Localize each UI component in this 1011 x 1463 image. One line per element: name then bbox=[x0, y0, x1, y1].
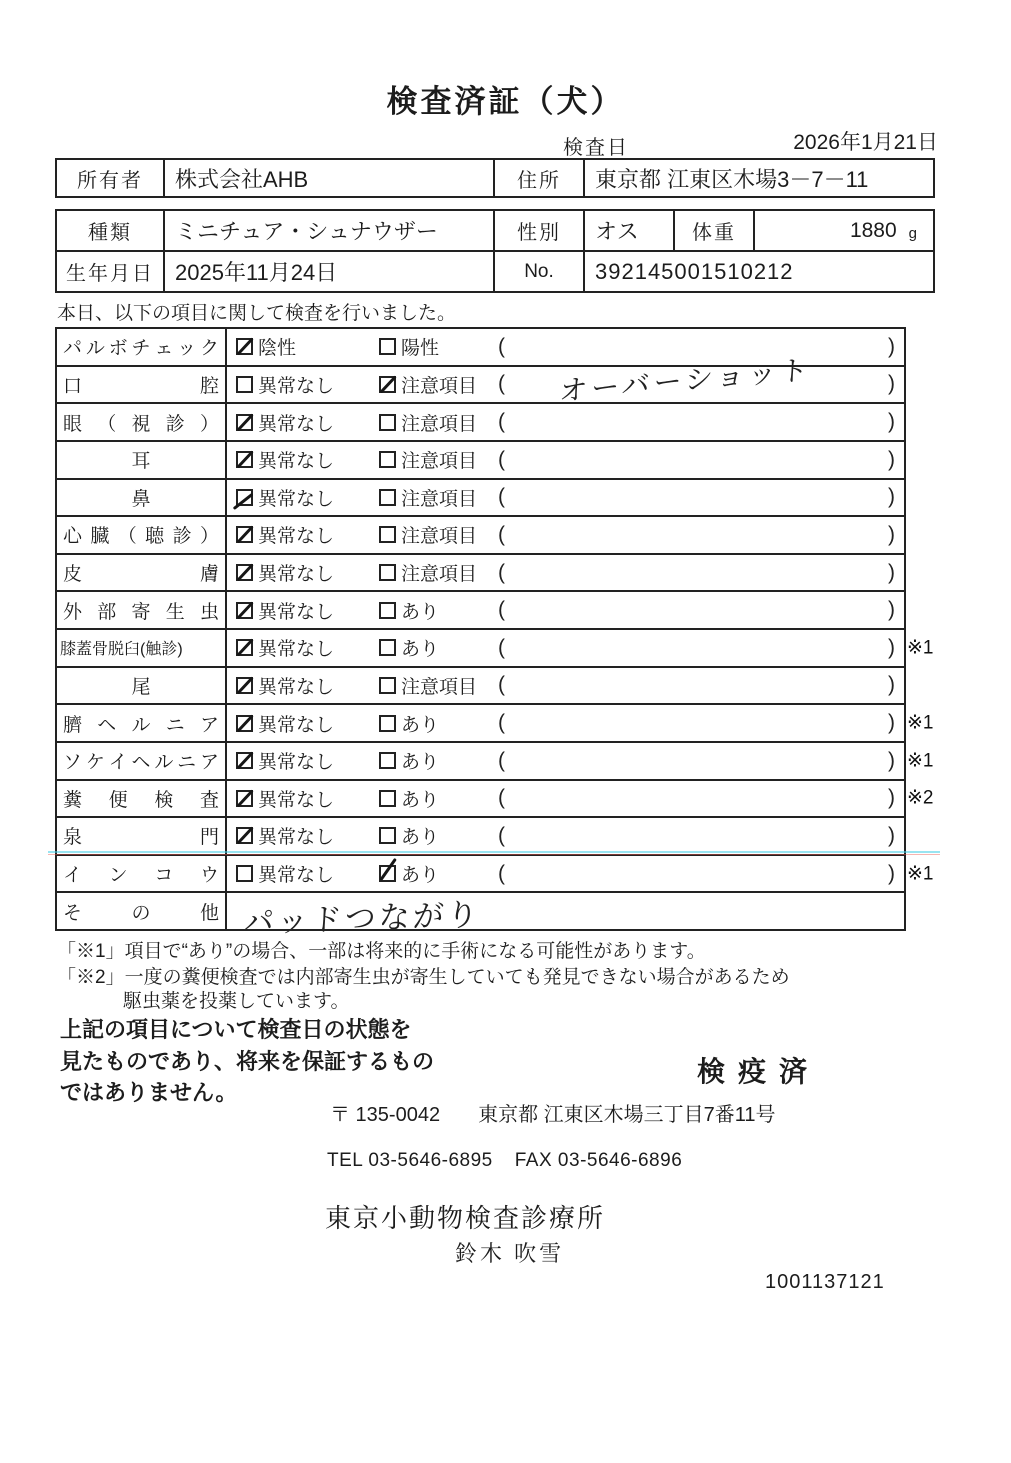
item-label-char: の bbox=[131, 902, 151, 924]
checkbox-option1-checked bbox=[236, 564, 253, 581]
item-result-area bbox=[227, 404, 904, 440]
item-label-char: 眼 bbox=[63, 413, 83, 435]
item-label-char: そ bbox=[63, 902, 83, 924]
handwritten-note: パッドつながり bbox=[241, 897, 482, 941]
checkbox-option1-checked bbox=[236, 715, 253, 732]
clinic-address-line bbox=[330, 1098, 776, 1127]
checklist-table bbox=[55, 327, 934, 941]
checkbox-option2 bbox=[379, 414, 396, 431]
item-label bbox=[57, 517, 227, 553]
number-label: No. bbox=[495, 252, 585, 291]
open-paren: ( bbox=[498, 447, 505, 471]
checkbox-option2 bbox=[379, 602, 396, 619]
checkbox-option2 bbox=[379, 639, 396, 656]
weight-value-cell bbox=[755, 211, 933, 250]
pet-table bbox=[55, 209, 935, 293]
checkbox-option2 bbox=[379, 338, 396, 355]
item-label bbox=[57, 705, 227, 741]
item-label-char: ケ bbox=[85, 752, 105, 774]
item-label-char: ヘ bbox=[97, 714, 117, 736]
item-label-char: ア bbox=[199, 714, 219, 736]
item-label bbox=[57, 893, 227, 929]
sex-value: オス bbox=[585, 211, 675, 250]
item-result-area bbox=[227, 442, 904, 478]
remark-mark: ※2 bbox=[907, 787, 934, 809]
option1-label: 異常なし bbox=[258, 752, 335, 774]
open-paren: ( bbox=[498, 786, 505, 810]
checkbox-option1 bbox=[236, 376, 253, 393]
item-label-char: 心 bbox=[63, 526, 83, 548]
checkbox-option2 bbox=[379, 715, 396, 732]
option1-label: 異常なし bbox=[258, 865, 335, 887]
option2-label: 注意項目 bbox=[401, 526, 478, 548]
clinic-contact-line bbox=[327, 1150, 682, 1172]
item-label-char: チ bbox=[131, 338, 151, 360]
intro-text: 本日、以下の項目に関して検査を行いました。 bbox=[57, 303, 457, 324]
item-label-char: ル bbox=[154, 752, 174, 774]
checkbox-option1-checked bbox=[236, 526, 253, 543]
page-title: 検査済証（犬） bbox=[386, 84, 625, 119]
weight-label: 体重 bbox=[675, 211, 755, 250]
item-label-char: ニ bbox=[177, 752, 197, 774]
checklist-row bbox=[57, 666, 904, 704]
close-paren: ) bbox=[888, 522, 895, 546]
item-label-char: イ bbox=[108, 752, 128, 774]
open-paren: ( bbox=[498, 748, 505, 772]
footnote-1: 「※1」項目で“あり”の場合、一部は将来的に手術になる可能性があります。 bbox=[57, 941, 706, 962]
close-paren: ) bbox=[888, 823, 895, 847]
owner-table bbox=[55, 158, 935, 198]
item-result-area bbox=[227, 480, 904, 516]
item-label-char: 鼻 bbox=[131, 488, 151, 510]
item-label: 膝蓋骨脱臼(触診) bbox=[57, 630, 227, 666]
option2-label: あり bbox=[401, 789, 440, 811]
item-result-area bbox=[227, 353, 904, 407]
item-label-char: 寄 bbox=[131, 601, 151, 623]
item-result-area bbox=[227, 668, 904, 704]
item-label-char: 便 bbox=[108, 789, 128, 811]
handwritten-note: オーバーショット bbox=[558, 353, 813, 407]
open-paren: ( bbox=[498, 372, 505, 396]
item-label-char: 視 bbox=[131, 413, 151, 435]
close-paren: ) bbox=[888, 485, 895, 509]
item-result-area bbox=[227, 856, 904, 892]
item-label-char: ア bbox=[199, 752, 219, 774]
item-label-char: ル bbox=[131, 714, 151, 736]
checkbox-option2 bbox=[379, 526, 396, 543]
item-label-char: ウ bbox=[199, 865, 219, 887]
close-paren: ) bbox=[888, 372, 895, 396]
close-paren: ) bbox=[888, 861, 895, 885]
option1-label: 異常なし bbox=[258, 413, 335, 435]
item-label-char: 膚 bbox=[199, 564, 219, 586]
checklist-row bbox=[57, 402, 904, 440]
checkbox-option2 bbox=[379, 451, 396, 468]
clinic-tel: TEL 03-5646-6895 bbox=[327, 1150, 493, 1171]
footnote-2-line2: 駆虫薬を投薬しています。 bbox=[123, 991, 350, 1012]
item-label bbox=[57, 743, 227, 779]
disclaimer-line-2: 見たものであり、将来を保証するもの bbox=[60, 1048, 435, 1074]
item-result-area bbox=[227, 705, 904, 741]
option1-label: 異常なし bbox=[258, 601, 335, 623]
close-paren: ) bbox=[888, 711, 895, 735]
checkbox-option2 bbox=[379, 790, 396, 807]
item-label-char: 他 bbox=[199, 902, 219, 924]
close-paren: ) bbox=[888, 598, 895, 622]
inspection-date-label: 検査日 bbox=[563, 137, 629, 159]
option1-label: 異常なし bbox=[258, 564, 335, 586]
checkbox-option1-checked bbox=[236, 827, 253, 844]
open-paren: ( bbox=[498, 861, 505, 885]
option2-label: 注意項目 bbox=[401, 375, 478, 397]
option2-label: 注意項目 bbox=[401, 564, 478, 586]
item-label-char: ヘ bbox=[131, 752, 151, 774]
birthdate-label: 生年月日 bbox=[57, 252, 165, 291]
open-paren: ( bbox=[498, 823, 505, 847]
checkbox-option1-checked bbox=[236, 602, 253, 619]
checklist-row bbox=[57, 590, 904, 628]
birthdate-value: 2025年11月24日 bbox=[165, 252, 495, 291]
open-paren: ( bbox=[498, 485, 505, 509]
inspection-date-value: 2026年1月21日 bbox=[793, 131, 938, 154]
owner-value: 株式会社AHB bbox=[165, 160, 495, 196]
item-label bbox=[57, 480, 227, 516]
item-label-char: ） bbox=[199, 413, 219, 435]
item-label-char: パ bbox=[63, 338, 83, 360]
checkbox-option2 bbox=[379, 489, 396, 506]
clinic-fax: FAX 03-5646-6896 bbox=[514, 1150, 683, 1171]
checkbox-option2 bbox=[379, 752, 396, 769]
item-label bbox=[57, 367, 227, 403]
checklist-row bbox=[57, 816, 904, 854]
option2-label: 注意項目 bbox=[401, 451, 478, 473]
item-label-char: 尾 bbox=[131, 676, 151, 698]
item-label-char: ク bbox=[199, 338, 219, 360]
checklist-row bbox=[57, 553, 904, 591]
open-paren: ( bbox=[498, 598, 505, 622]
item-label-char: （ bbox=[117, 526, 137, 548]
item-label-char: 生 bbox=[165, 601, 185, 623]
birth-row bbox=[57, 250, 933, 291]
checkbox-option1-checked bbox=[236, 677, 253, 694]
close-paren: ) bbox=[888, 334, 895, 358]
owner-row bbox=[57, 160, 933, 196]
option2-label: 注意項目 bbox=[401, 413, 478, 435]
item-label-char: 査 bbox=[199, 789, 219, 811]
option1-label: 異常なし bbox=[258, 827, 335, 849]
option1-label: 陰性 bbox=[258, 338, 297, 360]
item-label-char: （ bbox=[97, 413, 117, 435]
open-paren: ( bbox=[498, 334, 505, 358]
item-label bbox=[57, 818, 227, 854]
open-paren: ( bbox=[498, 711, 505, 735]
checklist-row bbox=[57, 703, 934, 741]
item-label bbox=[57, 856, 227, 892]
item-label-char: 聴 bbox=[145, 526, 165, 548]
item-result-area bbox=[227, 743, 904, 779]
breed-row bbox=[57, 211, 933, 250]
checklist-row bbox=[57, 515, 904, 553]
veterinarian-name: 鈴木 吹雪 bbox=[455, 1241, 565, 1266]
breed-label: 種類 bbox=[57, 211, 165, 250]
number-value: 392145001510212 bbox=[595, 258, 794, 284]
remark-mark: ※1 bbox=[907, 750, 934, 772]
option2-label: あり bbox=[401, 601, 440, 623]
disclaimer-line-1: 上記の項目について検査日の状態を bbox=[60, 1017, 412, 1042]
checklist-row bbox=[57, 891, 904, 941]
item-label-char: ル bbox=[85, 338, 105, 360]
close-paren: ) bbox=[888, 748, 895, 772]
item-label-char: コ bbox=[154, 865, 174, 887]
clinic-postal-code: 〒 135-0042 bbox=[330, 1104, 441, 1126]
address-value: 東京都 江東区木場3－7－11 bbox=[595, 166, 869, 192]
checkbox-option1-checked bbox=[236, 414, 253, 431]
option2-label: あり bbox=[401, 714, 440, 736]
checklist-row bbox=[57, 478, 904, 516]
item-label-char: ッ bbox=[177, 338, 197, 360]
checkbox-option2-checked bbox=[379, 865, 396, 882]
weight-number: 1880 bbox=[849, 218, 897, 242]
open-paren: ( bbox=[498, 410, 505, 434]
footnote-2-line1: 「※2」一度の糞便検査では内部寄生虫が寄生していても発見できない場合があるため bbox=[57, 967, 790, 988]
item-result-area bbox=[227, 517, 904, 553]
disclaimer-line-3: ではありません。 bbox=[60, 1080, 238, 1105]
option1-label: 異常なし bbox=[258, 488, 335, 510]
close-paren: ) bbox=[888, 673, 895, 697]
item-label bbox=[57, 555, 227, 591]
option2-label: あり bbox=[401, 639, 440, 661]
weight-unit: g bbox=[908, 224, 917, 242]
checkbox-option2-checked bbox=[379, 376, 396, 393]
address-label: 住所 bbox=[495, 160, 585, 196]
item-label bbox=[57, 592, 227, 628]
item-label-char: ソ bbox=[63, 752, 83, 774]
checklist-row bbox=[57, 440, 904, 478]
item-label-char: 門 bbox=[199, 827, 219, 849]
item-label-char: 検 bbox=[154, 789, 174, 811]
remark-mark: ※1 bbox=[907, 712, 934, 734]
item-label-char: 耳 bbox=[131, 451, 151, 473]
open-paren: ( bbox=[498, 560, 505, 584]
item-label bbox=[57, 668, 227, 704]
clinic-address: 東京都 江東区木場三丁目7番11号 bbox=[478, 1104, 776, 1126]
item-label-char: ） bbox=[199, 526, 219, 548]
item-label-char: ェ bbox=[154, 338, 174, 360]
option2-label: 注意項目 bbox=[401, 676, 478, 698]
checkbox-option1-checked bbox=[236, 752, 253, 769]
item-result-area bbox=[227, 592, 904, 628]
remark-mark: ※1 bbox=[907, 637, 934, 659]
checkbox-option1-checked bbox=[236, 790, 253, 807]
item-label-char: イ bbox=[63, 865, 83, 887]
checklist-row bbox=[57, 741, 934, 779]
option1-label: 異常なし bbox=[258, 639, 335, 661]
checkbox-option2 bbox=[379, 677, 396, 694]
item-label-char: 口 bbox=[63, 375, 83, 397]
sex-label: 性別 bbox=[495, 211, 585, 250]
option1-label: 異常なし bbox=[258, 451, 335, 473]
checklist-row bbox=[57, 628, 934, 666]
item-label-char: 臓 bbox=[90, 526, 110, 548]
option2-label: あり bbox=[401, 827, 440, 849]
item-label-char: 診 bbox=[172, 526, 192, 548]
item-label-char: ボ bbox=[108, 338, 128, 360]
close-paren: ) bbox=[888, 786, 895, 810]
item-label-char: 腔 bbox=[199, 375, 219, 397]
option1-label: 異常なし bbox=[258, 714, 335, 736]
checkbox-option1-checked bbox=[236, 639, 253, 656]
item-label-char: 泉 bbox=[63, 827, 83, 849]
open-paren: ( bbox=[498, 635, 505, 659]
item-result-area bbox=[227, 781, 904, 817]
close-paren: ) bbox=[888, 410, 895, 434]
option2-label: 陽性 bbox=[401, 338, 440, 360]
open-paren: ( bbox=[498, 522, 505, 546]
item-label bbox=[57, 442, 227, 478]
item-result-area bbox=[227, 555, 904, 591]
owner-label: 所有者 bbox=[57, 160, 165, 196]
item-label-char: ン bbox=[108, 865, 128, 887]
checkbox-option1-checked bbox=[236, 338, 253, 355]
item-result-area bbox=[227, 818, 904, 854]
item-label-char: 虫 bbox=[199, 601, 219, 623]
checkbox-option1-checked bbox=[236, 489, 253, 506]
item-label-char: 糞 bbox=[63, 789, 83, 811]
disclaimer-paragraph bbox=[60, 1014, 434, 1109]
option2-label: あり bbox=[401, 752, 440, 774]
option2-label: 注意項目 bbox=[401, 488, 478, 510]
checklist-row bbox=[57, 854, 934, 892]
scan-artifact-line-red bbox=[48, 854, 940, 855]
item-label-char: ニ bbox=[165, 714, 185, 736]
open-paren: ( bbox=[498, 673, 505, 697]
close-paren: ) bbox=[888, 635, 895, 659]
serial-number: 1001137121 bbox=[765, 1271, 885, 1293]
option1-label: 異常なし bbox=[258, 676, 335, 698]
breed-value: ミニチュア・シュナウザー bbox=[165, 211, 495, 250]
checklist-row bbox=[57, 353, 904, 407]
close-paren: ) bbox=[888, 560, 895, 584]
option2-label: あり bbox=[401, 865, 440, 887]
close-paren: ) bbox=[888, 447, 895, 471]
checkbox-option1-checked bbox=[236, 451, 253, 468]
clinic-name: 東京小動物検査診療所 bbox=[325, 1203, 606, 1233]
checklist-row bbox=[57, 779, 934, 817]
option1-label: 異常なし bbox=[258, 789, 335, 811]
checkbox-option1 bbox=[236, 865, 253, 882]
item-result-area bbox=[227, 630, 904, 666]
checkbox-option2 bbox=[379, 564, 396, 581]
item-result-area bbox=[227, 893, 904, 941]
checkbox-option2 bbox=[379, 827, 396, 844]
item-label bbox=[57, 781, 227, 817]
option1-label: 異常なし bbox=[258, 526, 335, 548]
quarantine-stamp: 検疫済 bbox=[697, 1056, 821, 1087]
remark-mark: ※1 bbox=[907, 863, 934, 885]
item-label-char: 診 bbox=[165, 413, 185, 435]
item-label-char: 臍 bbox=[63, 714, 83, 736]
item-label-char: 部 bbox=[97, 601, 117, 623]
item-label bbox=[57, 404, 227, 440]
item-label-char: 外 bbox=[63, 601, 83, 623]
item-label-char: 皮 bbox=[63, 564, 83, 586]
option1-label: 異常なし bbox=[258, 375, 335, 397]
item-label bbox=[57, 329, 227, 365]
